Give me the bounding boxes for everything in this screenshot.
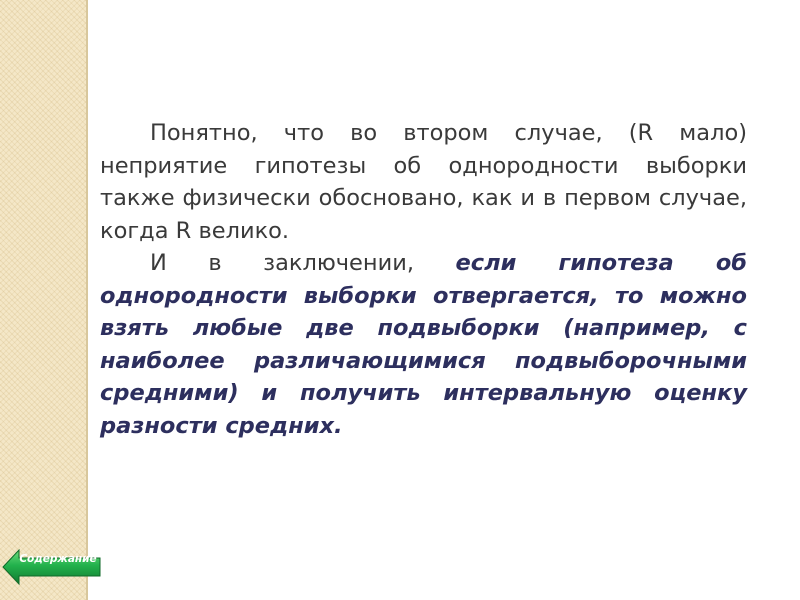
contents-button[interactable] [2, 548, 102, 586]
slide-body [100, 117, 747, 442]
paragraph-2 [100, 247, 747, 442]
side-panel-divider [86, 0, 88, 600]
contents-label: Содержание [19, 553, 97, 565]
paragraph-2-emphasis: если гипотеза об однородности выборки отвергается, то можно взять любые две подвыборки (например, с наиболее различающимися подвыборочными средними) и получить интервальную оценку разности средних. [100, 250, 747, 439]
paragraph-1: Понятно, что во втором случае, (R мало) неприятие гипотезы об однородности выборки также физически обосновано, как и в первом случае, когда R велико. [100, 120, 747, 244]
decorative-side-panel [0, 0, 86, 600]
paragraph-2-lead: И в заключении, [150, 250, 415, 276]
